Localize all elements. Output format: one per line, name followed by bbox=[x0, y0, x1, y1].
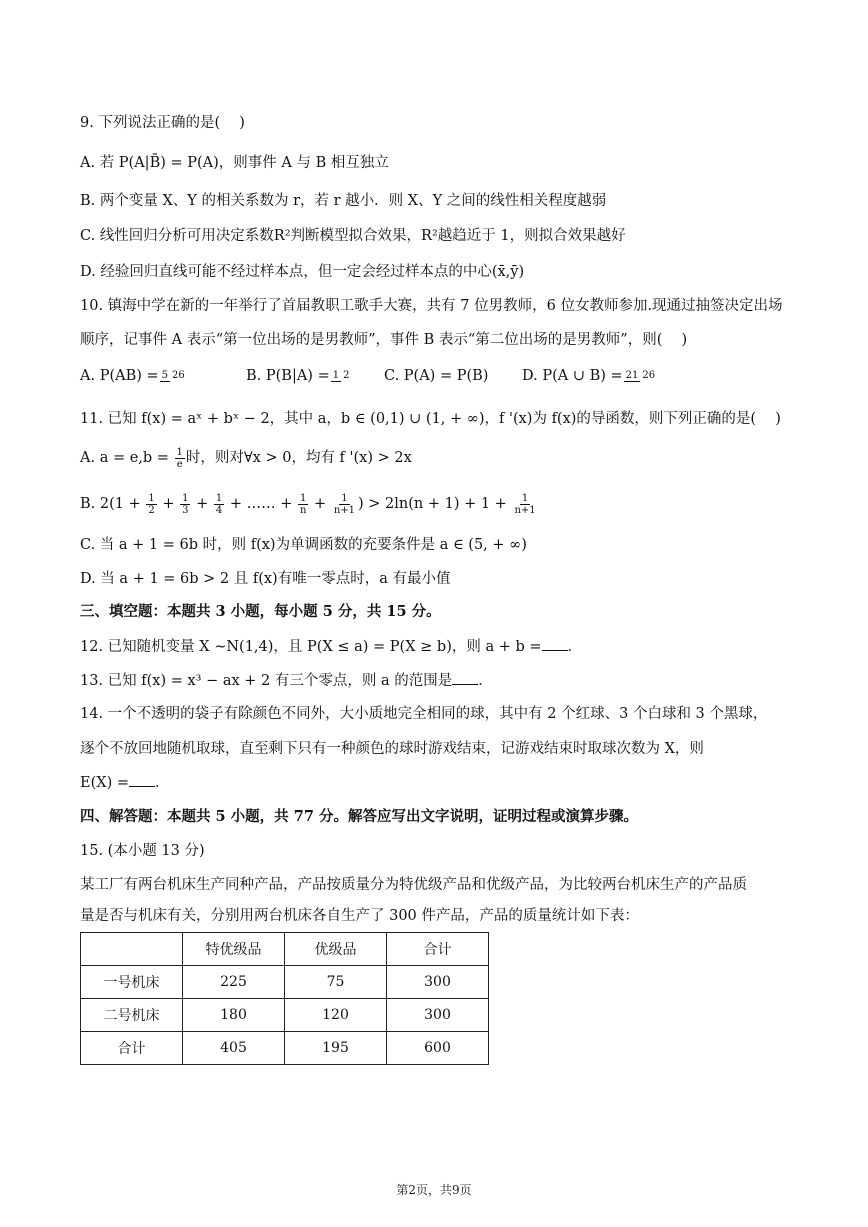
q10-options bbox=[80, 364, 658, 388]
table-cell: 二号机床 bbox=[81, 999, 183, 1032]
q15-heading: 15. (本小题 13 分) bbox=[80, 843, 205, 859]
fraction: $\frac{1}{2}$ bbox=[148, 492, 155, 516]
q9-stem: 9. 下列说法正确的是( ) bbox=[80, 115, 245, 131]
section-3-heading: 三、填空题：本题共 3 小题，每小题 5 分，共 15 分。 bbox=[80, 603, 441, 620]
q10-option-c: C. P(A) = P(B) bbox=[384, 368, 489, 384]
table-cell: 120 bbox=[285, 999, 387, 1032]
table-row bbox=[81, 999, 489, 1032]
answer-blank bbox=[542, 638, 568, 651]
answer-blank bbox=[129, 774, 155, 787]
table-cell: 一号机床 bbox=[81, 966, 183, 999]
table-cell: 75 bbox=[285, 966, 387, 999]
page-number-footer: 第2页，共9页 bbox=[396, 1183, 472, 1197]
q9-option-a: A. 若 P(A|B̄) = P(A)，则事件 A 与 B 相互独立 bbox=[80, 155, 389, 171]
table-cell: 600 bbox=[387, 1032, 489, 1065]
q11-option-a: A. a = e,b = $\frac{1}{e}$ 时，则对∀x > 0，均有 f '(x) > 2x bbox=[80, 446, 412, 470]
table-cell: 合计 bbox=[81, 1032, 183, 1065]
q11-option-c: C. 当 a + 1 = 6b 时，则 f(x)为单调函数的充要条件是 a ∈ (5, + ∞) bbox=[80, 537, 527, 553]
q11-stem: 11. 已知 f(x) = aˣ + bˣ − 2，其中 a，b ∈ (0,1) ∪ (1, + ∞)，f '(x)为 f(x)的导函数，则下列正确的是( ) bbox=[80, 411, 781, 427]
q9-option-c: C. 线性回归分析可用决定系数R²判断模型拟合效果，R²越趋近于 1，则拟合效果越好 bbox=[80, 228, 626, 244]
fraction: 21 26 bbox=[625, 370, 656, 381]
q10-option-d: D. P(A ∪ B) =21 26 bbox=[522, 368, 656, 384]
fraction: $\frac{1}{4}$ bbox=[215, 492, 223, 516]
table-header-cell: 特优级品 bbox=[183, 933, 285, 966]
q10-option-b: B. P(B|A) =1 2 bbox=[246, 368, 350, 384]
table-row bbox=[81, 1032, 489, 1065]
q11-option-b: B. 2(1 + $\frac{1}{2}$ + $\frac{1}{3}$ + $\frac{1}{4}$ + …… + $\frac{1}{n}$ + $\frac{1}{n+1}$ ) > 2ln(n + 1) + 1 + $\frac{1}{n+1}$ bbox=[80, 492, 536, 516]
table-header-cell: 优级品 bbox=[285, 933, 387, 966]
table-row bbox=[81, 966, 489, 999]
quality-table bbox=[80, 932, 489, 1065]
table-cell: 300 bbox=[387, 999, 489, 1032]
section-4-heading: 四、解答题：本题共 5 小题，共 77 分。解答应写出文字说明，证明过程或演算步骤。 bbox=[80, 808, 638, 825]
q10-option-a: A. P(AB) =5 26 bbox=[80, 368, 185, 384]
q13: 13. 已知 f(x) = x³ − ax + 2 有三个零点，则 a 的范围是 ． bbox=[80, 673, 493, 689]
table-header-cell bbox=[81, 933, 183, 966]
table-header-row bbox=[81, 933, 489, 966]
q14-line-1: 14. 一个不透明的袋子有除颜色不同外，大小质地完全相同的球，其中有 2 个红球、3 个白球和 3 个黑球， bbox=[80, 706, 768, 722]
fraction: $\frac{1}{e}$ bbox=[176, 446, 183, 470]
q9-option-b: B. 两个变量 X、Y 的相关系数为 r，若 r 越小．则 X、Y 之间的线性相关程度越弱 bbox=[80, 193, 607, 209]
q14-line-2: 逐个不放回地随机取球，直至剩下只有一种颜色的球时游戏结束，记游戏结束时取球次数为 X，则 bbox=[80, 741, 704, 757]
table-cell: 225 bbox=[183, 966, 285, 999]
fraction: 1 2 bbox=[332, 370, 350, 381]
fraction: 5 26 bbox=[161, 370, 185, 381]
fraction: $\frac{1}{n}$ bbox=[299, 492, 307, 516]
q10-stem: 10. 镇海中学在新的一年举行了首届教职工歌手大赛，共有 7 位男教师，6 位女教师参加.现通过抽签决定出场顺序，记事件 A 表示“第一位出场的是男教师”，事件 B 表示“第二位出场的是男教师”，则( ) bbox=[80, 298, 783, 348]
table-cell: 405 bbox=[183, 1032, 285, 1065]
fraction: $\frac{1}{3}$ bbox=[182, 492, 189, 516]
table-header-cell: 合计 bbox=[387, 933, 489, 966]
fraction: $\frac{1}{n+1}$ bbox=[514, 492, 536, 516]
table-cell: 300 bbox=[387, 966, 489, 999]
q11-option-d: D. 当 a + 1 = 6b > 2 且 f(x)有唯一零点时，a 有最小值 bbox=[80, 571, 451, 587]
table-cell: 180 bbox=[183, 999, 285, 1032]
answer-blank bbox=[452, 672, 478, 685]
q9-option-d: D. 经验回归直线可能不经过样本点，但一定会经过样本点的中心(x̄,ȳ) bbox=[80, 264, 525, 280]
q15-text-line-1: 某工厂有两台机床生产同种产品，产品按质量分为特优级产品和优级产品，为比较两台机床生产的产品质 bbox=[80, 877, 747, 893]
table-cell: 195 bbox=[285, 1032, 387, 1065]
q12: 12. 已知随机变量 X ∼N(1,4)，且 P(X ≤ a) = P(X ≥ b)，则 a + b = ． bbox=[80, 639, 583, 655]
q15-text-line-2: 量是否与机床有关，分别用两台机床各自生产了 300 件产品，产品的质量统计如下表： bbox=[80, 908, 639, 924]
q14-line-3: E(X) = ． bbox=[80, 775, 170, 791]
fraction: $\frac{1}{n+1}$ bbox=[333, 492, 355, 516]
